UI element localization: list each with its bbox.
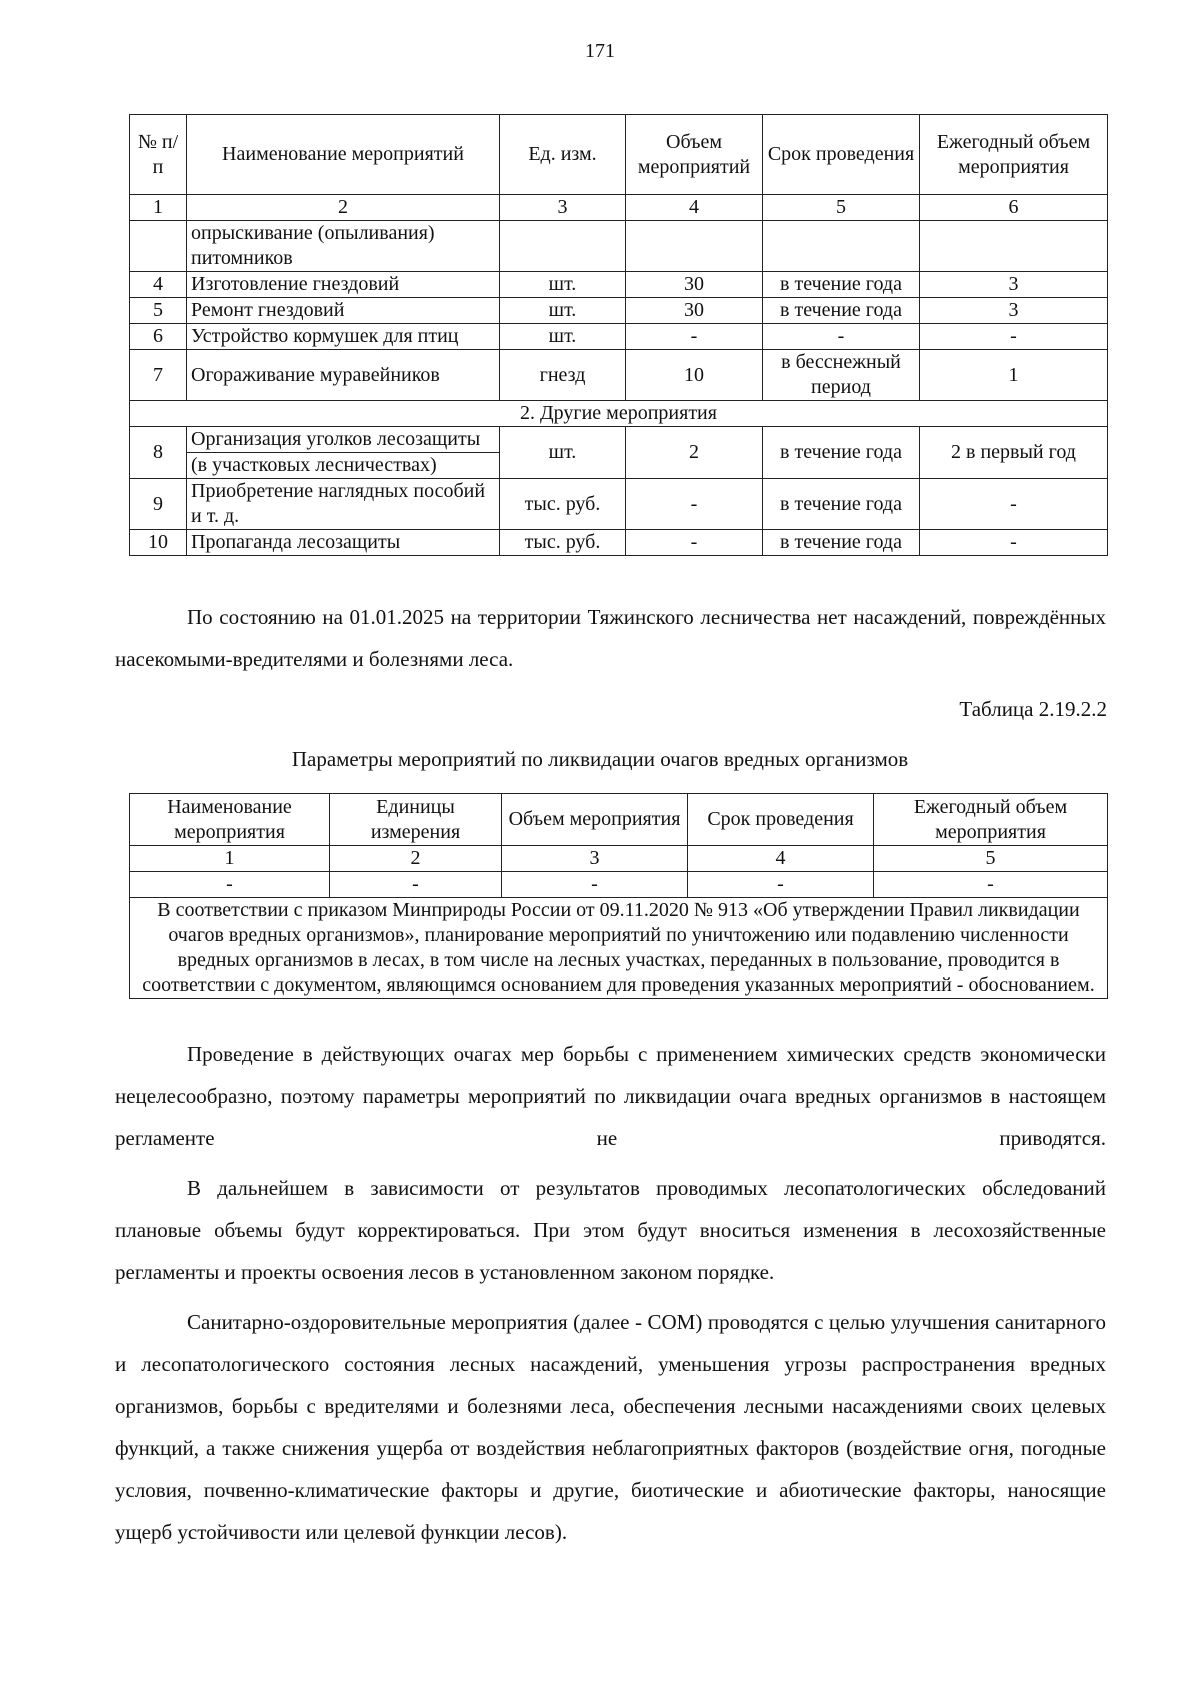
volume: 2 (626, 427, 763, 479)
unit: шт. (500, 272, 626, 298)
table-row (130, 479, 1108, 530)
empty-cell: - (502, 872, 688, 898)
unit: шт. (500, 427, 626, 479)
annual-volume: - (920, 324, 1108, 350)
header-cell: Срок проведения (688, 794, 874, 846)
note-row (130, 898, 1108, 999)
annual-volume: - (920, 479, 1108, 530)
row-number: 6 (130, 324, 187, 350)
unit: гнезд (500, 350, 626, 401)
col-number: 5 (763, 195, 920, 221)
col-number: 3 (502, 846, 688, 872)
term: в течение года (763, 479, 920, 530)
table-row (130, 298, 1108, 324)
col-number: 2 (330, 846, 502, 872)
col-number: 2 (187, 195, 500, 221)
col-number: 4 (688, 846, 874, 872)
term: в течение года (763, 272, 920, 298)
chemical-measures-paragraph: Проведение в действующих очагах мер борьбы с применением химических средств экономически нецелесообразно, поэтому параметры мероприятий по ликвидации очага вредных организмов в настоящем регламенте не приводятся. (115, 1042, 1106, 1150)
column-number-row (130, 846, 1108, 872)
measure-name: опрыскивание (опыливания) питомников (187, 221, 500, 272)
unit: шт. (500, 324, 626, 350)
col-number: 6 (920, 195, 1108, 221)
col-number: 1 (130, 195, 187, 221)
col-number: 1 (130, 846, 330, 872)
measure-name: Пропаганда лесозащиты (187, 530, 500, 556)
empty-cell: - (688, 872, 874, 898)
volume: 30 (626, 298, 763, 324)
row-number: 5 (130, 298, 187, 324)
table-row (130, 221, 1108, 272)
table-row (130, 872, 1108, 898)
header-cell: Срок проведения (763, 115, 920, 195)
header-cell: Ежегодный объем мероприятия (920, 115, 1108, 195)
unit: тыс. руб. (500, 530, 626, 556)
volume: 30 (626, 272, 763, 298)
col-number: 4 (626, 195, 763, 221)
table-row (130, 530, 1108, 556)
table-note: В соответствии с приказом Минприроды России от 09.11.2020 № 913 «Об утверждении Правил ликвидации очагов вредных организмов», планирование мероприятий по уничтожению или подавлению численности вредных организмов в лесах, в том числе на лесных участках, переданных в пользование, проводится в соответствии с документом, являющимся основанием для проведения указанных мероприятий - обоснованием. (130, 898, 1108, 999)
forest-protection-measures-table (129, 114, 1108, 556)
volume: - (626, 324, 763, 350)
table-header-row (130, 115, 1108, 195)
term: - (763, 324, 920, 350)
table-header-row (130, 794, 1108, 846)
unit: шт. (500, 298, 626, 324)
section-title: 2. Другие мероприятия (130, 401, 1108, 427)
header-cell: Наименование мероприятия (130, 794, 330, 846)
annual-volume: 1 (920, 350, 1108, 401)
table-label: Таблица 2.19.2.2 (959, 697, 1107, 721)
header-cell: Объем мероприятия (502, 794, 688, 846)
header-cell: Ежегодный объем мероприятия (874, 794, 1108, 846)
further-planning-paragraph: В дальнейшем в зависимости от результатов проводимых лесопатологических обследований плановые объемы будут корректироваться. При этом будут вноситься изменения в лесохозяйственные регламенты и проекты освоения лесов в установленном законом порядке. (115, 1176, 1106, 1284)
row-number: 7 (130, 350, 187, 401)
measure-name: Устройство кормушек для птиц (187, 324, 500, 350)
section-row (130, 401, 1108, 427)
annual-volume: 3 (920, 298, 1108, 324)
measure-name: Приобретение наглядных пособий и т. д. (187, 479, 500, 530)
pest-focus-liquidation-table (129, 793, 1108, 999)
header-cell: Единицы измерения (330, 794, 502, 846)
empty-cell: - (874, 872, 1108, 898)
col-number: 3 (500, 195, 626, 221)
unit: тыс. руб. (500, 479, 626, 530)
volume: - (626, 479, 763, 530)
header-cell: Объем мероприятий (626, 115, 763, 195)
table-caption: Параметры мероприятий по ликвидации очагов вредных организмов (291, 747, 909, 771)
col-number: 5 (874, 846, 1108, 872)
row-number: 9 (130, 479, 187, 530)
measure-name: Ремонт гнездовий (187, 298, 500, 324)
volume: - (626, 530, 763, 556)
table-row (130, 324, 1108, 350)
row-number: 10 (130, 530, 187, 556)
header-cell: Ед. изм. (500, 115, 626, 195)
page-number: 171 (585, 40, 615, 62)
term: в течение года (763, 530, 920, 556)
status-paragraph: По состоянию на 01.01.2025 на территории Тяжинского лесничества нет насаждений, повреждённых насекомыми-вредителями и болезнями леса. (115, 605, 1106, 671)
measure-name: Огораживание муравейников (187, 350, 500, 401)
empty-cell: - (330, 872, 502, 898)
measure-name: Изготовление гнездовий (187, 272, 500, 298)
volume: 10 (626, 350, 763, 401)
row-number: 4 (130, 272, 187, 298)
row-number: 8 (130, 427, 187, 479)
annual-volume: 2 в первый год (920, 427, 1108, 479)
table-row (130, 427, 1108, 453)
column-number-row (130, 195, 1108, 221)
header-cell: № п/п (130, 115, 187, 195)
empty-cell: - (130, 872, 330, 898)
table-row (130, 272, 1108, 298)
measure-name-note: (в участковых лесничествах) (187, 453, 500, 479)
measure-name: Организация уголков лесозащиты (187, 427, 500, 453)
header-cell: Наименование мероприятий (187, 115, 500, 195)
annual-volume: 3 (920, 272, 1108, 298)
table-row (130, 350, 1108, 401)
term: в течение года (763, 427, 920, 479)
term: в течение года (763, 298, 920, 324)
sanitary-measures-paragraph: Санитарно-оздоровительные мероприятия (далее - СОМ) проводятся с целью улучшения санитарного и лесопатологического состояния лесных насаждений, уменьшения угрозы распространения вредных организмов, борьбы с вредителями и болезнями леса, обеспечения лесными насаждениями своих целевых функций, а также снижения ущерба от воздействия неблагоприятных факторов (воздействие огня, погодные условия, почвенно-климатические факторы и другие, биотические и абиотические факторы, наносящие ущерб устойчивости или целевой функции лесов). (115, 1310, 1106, 1544)
annual-volume: - (920, 530, 1108, 556)
term: в бесснежный период (763, 350, 920, 401)
